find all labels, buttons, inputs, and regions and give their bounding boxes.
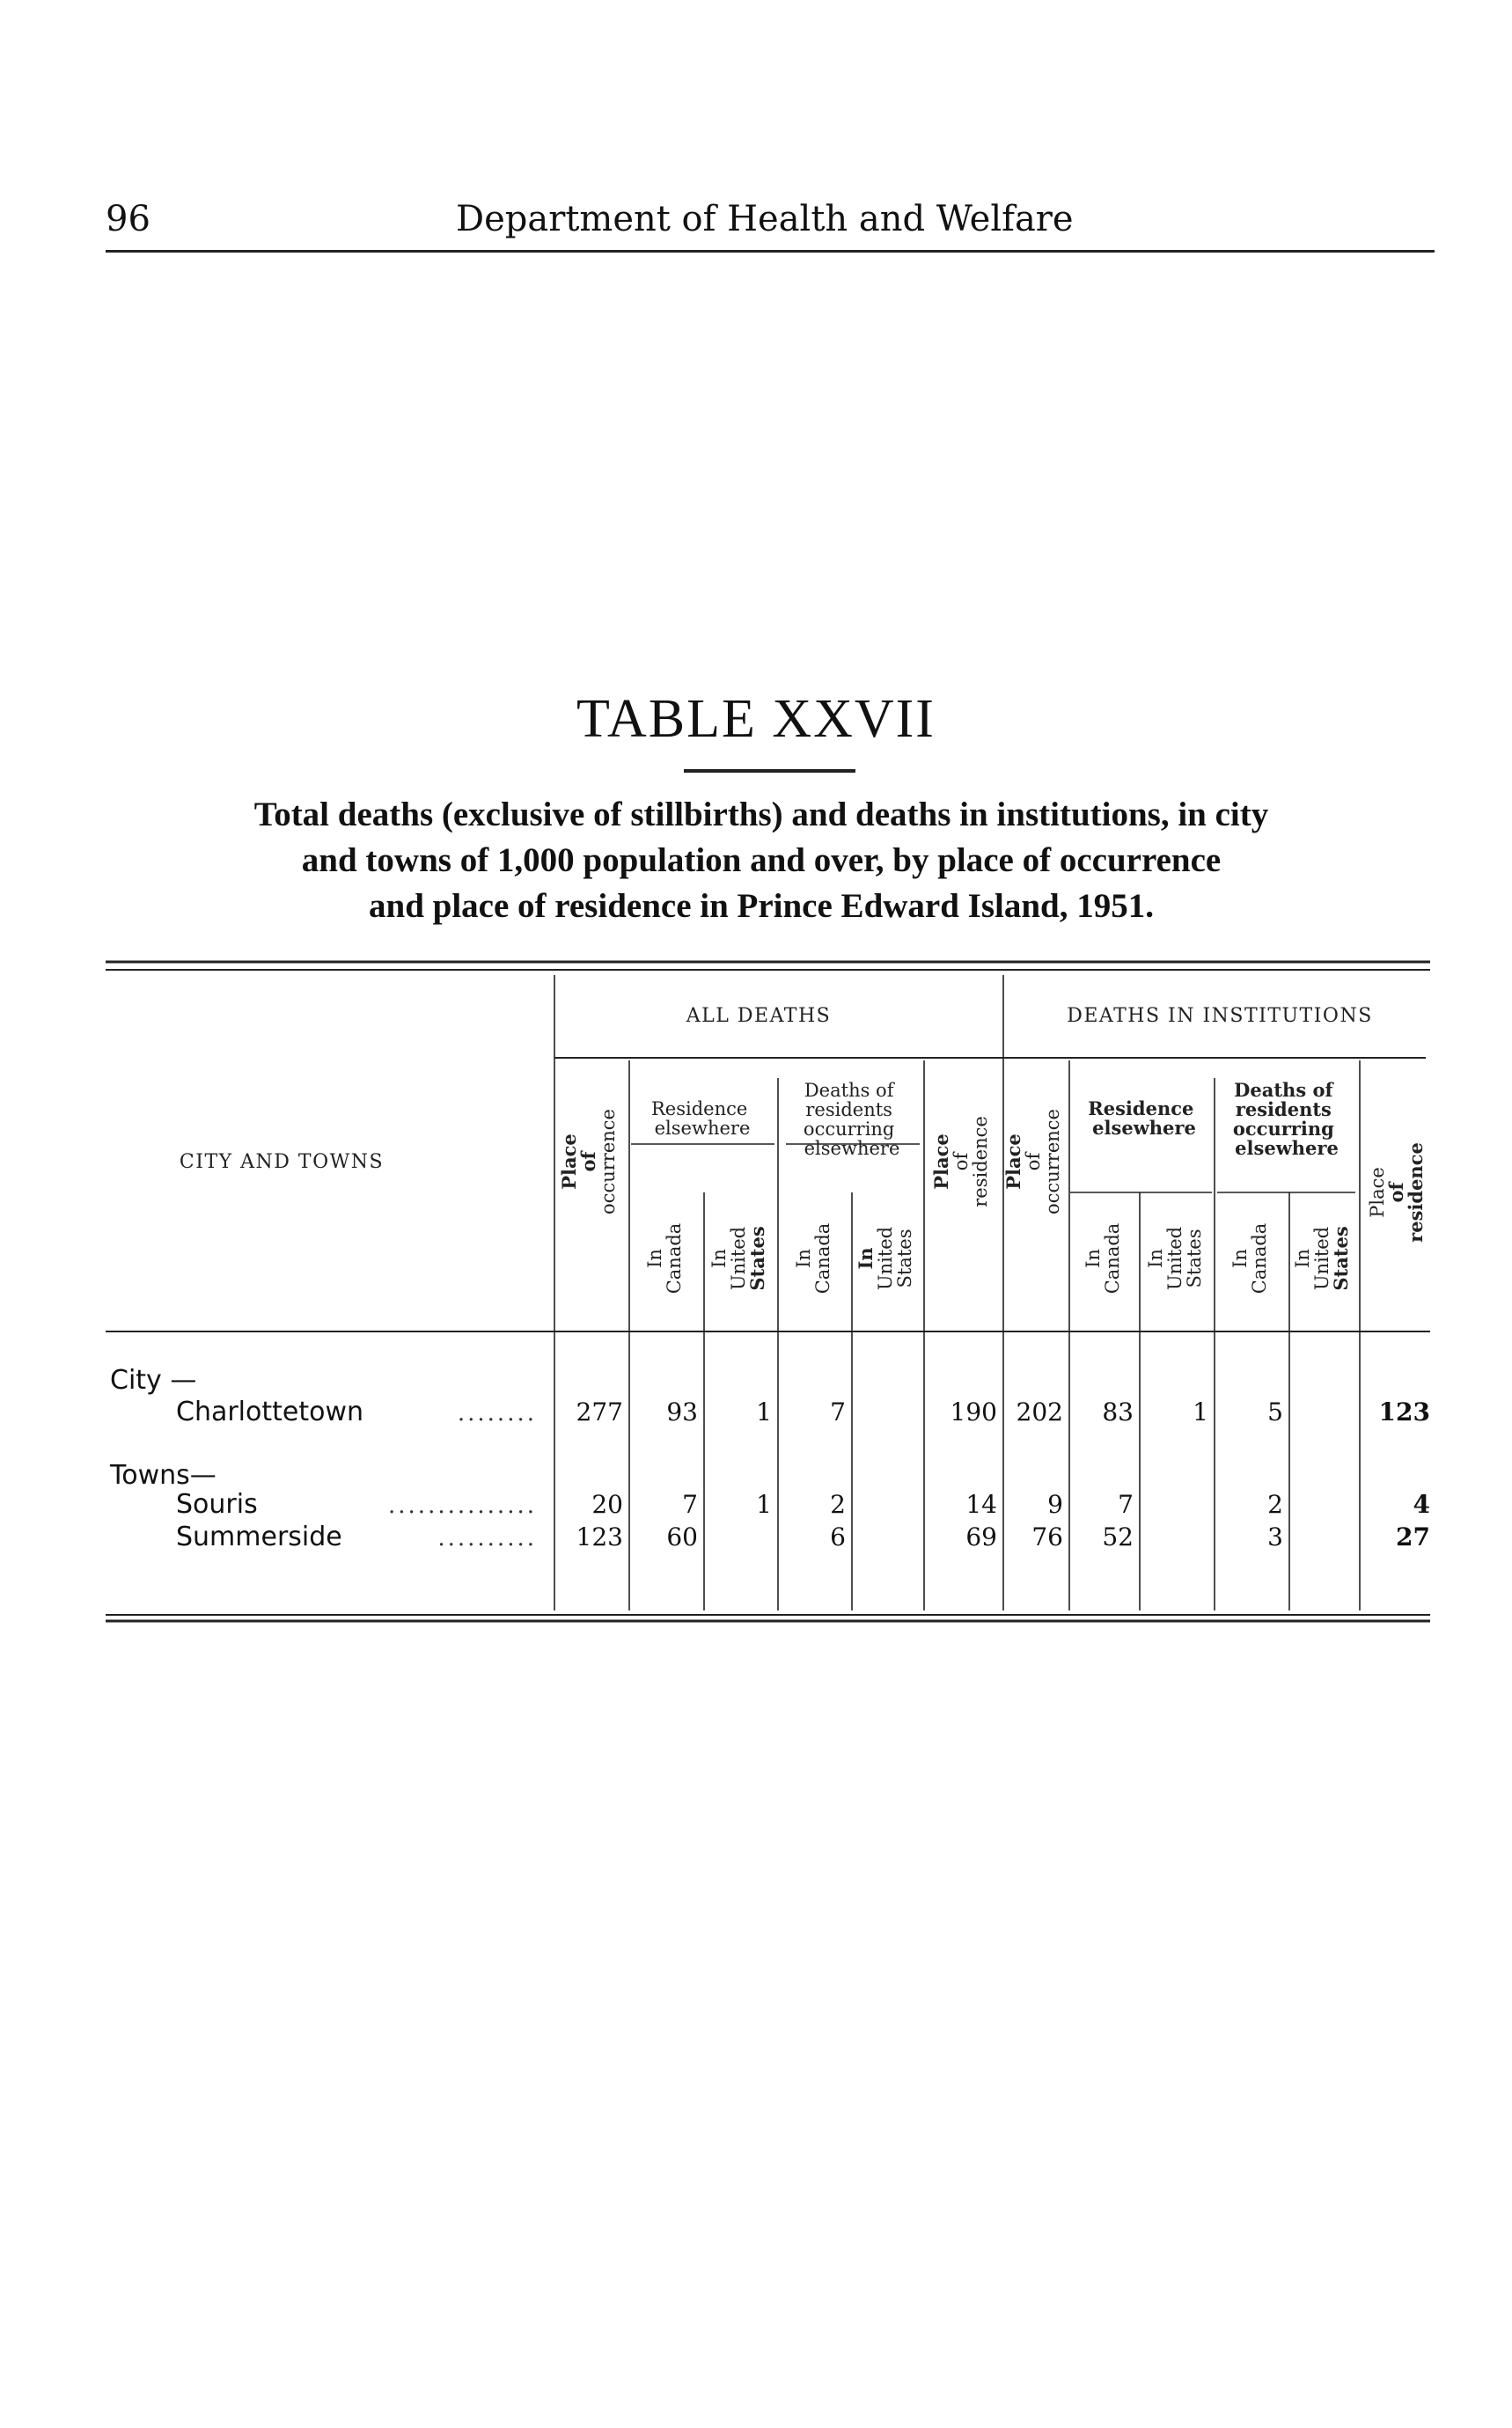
svg-text:residence: residence bbox=[1405, 1142, 1427, 1243]
svg-text:States: States bbox=[746, 1226, 768, 1291]
leader-dots: ........ bbox=[457, 1400, 537, 1427]
col-header-in-canada bbox=[793, 1223, 833, 1295]
col-header-place-of-occurrence bbox=[1002, 1109, 1063, 1214]
col-header-in-united-states bbox=[855, 1227, 915, 1290]
cell: 52 bbox=[1102, 1522, 1134, 1551]
col-header-in-united-states bbox=[708, 1226, 768, 1290]
col-header-place-of-occurrence bbox=[558, 1109, 619, 1214]
svg-text:In: In bbox=[1292, 1249, 1313, 1268]
caption-line: Total deaths (exclusive of stillbirths) and deaths in institutions, in city bbox=[253, 796, 1269, 833]
cell: 277 bbox=[576, 1397, 623, 1427]
svg-text:Place: Place bbox=[930, 1133, 952, 1190]
cell: 1 bbox=[756, 1490, 772, 1519]
cell: 7 bbox=[830, 1397, 846, 1427]
cell: 6 bbox=[830, 1522, 846, 1551]
svg-text:Canada: Canada bbox=[664, 1222, 685, 1295]
svg-text:of: of bbox=[951, 1152, 972, 1171]
svg-text:Canada: Canada bbox=[1102, 1222, 1123, 1295]
cell: 69 bbox=[965, 1522, 997, 1551]
cell: 14 bbox=[965, 1490, 997, 1519]
col-header-in-canada bbox=[1083, 1223, 1123, 1295]
svg-text:United: United bbox=[728, 1226, 749, 1291]
residence-elsewhere-header: Residence elsewhere bbox=[650, 1098, 751, 1139]
col-header-in-canada bbox=[1229, 1223, 1270, 1295]
cell: 7 bbox=[1118, 1490, 1134, 1519]
svg-text:of: of bbox=[577, 1151, 599, 1172]
cell: 93 bbox=[666, 1397, 698, 1427]
col-header-in-united-states bbox=[1292, 1226, 1352, 1290]
svg-text:of: of bbox=[1023, 1152, 1044, 1171]
svg-text:United: United bbox=[875, 1226, 896, 1291]
cell: 123 bbox=[576, 1522, 623, 1551]
group-header-all-deaths: ALL DEATHS bbox=[686, 1005, 832, 1027]
cell: 83 bbox=[1102, 1397, 1134, 1427]
cell: 76 bbox=[1031, 1522, 1063, 1551]
svg-text:Place: Place bbox=[558, 1133, 580, 1190]
cell: 7 bbox=[682, 1490, 698, 1519]
deaths-of-residents-header: Deaths of residents occurring elsewhere bbox=[1232, 1079, 1339, 1159]
svg-text:States: States bbox=[1330, 1226, 1352, 1291]
cell: 5 bbox=[1267, 1397, 1283, 1427]
svg-text:Place: Place bbox=[1367, 1167, 1388, 1218]
col-header-place-of-residence bbox=[930, 1116, 991, 1207]
page-number: 96 bbox=[106, 199, 150, 239]
stub-header: CITY AND TOWNS bbox=[179, 1151, 385, 1173]
cell: 1 bbox=[1193, 1397, 1208, 1427]
svg-text:Canada: Canada bbox=[812, 1222, 833, 1295]
row-group-towns: Towns— bbox=[110, 1460, 217, 1491]
row-label: Charlottetown bbox=[176, 1397, 364, 1427]
cell: 123 bbox=[1378, 1397, 1430, 1427]
cell: 2 bbox=[830, 1490, 846, 1519]
svg-text:residence: residence bbox=[970, 1116, 991, 1207]
col-header-place-of-residence bbox=[1367, 1142, 1427, 1243]
col-header-in-united-states bbox=[1145, 1227, 1205, 1290]
row-group-city: City — bbox=[110, 1365, 197, 1396]
table-title: TABLE XXVII bbox=[576, 689, 936, 749]
svg-text:Place: Place bbox=[1002, 1133, 1024, 1190]
cell: 3 bbox=[1267, 1522, 1283, 1551]
svg-text:United: United bbox=[1164, 1226, 1185, 1291]
group-header-institutions: DEATHS IN INSTITUTIONS bbox=[1067, 1005, 1373, 1027]
svg-text:of: of bbox=[1385, 1182, 1407, 1203]
cell: 9 bbox=[1047, 1490, 1063, 1519]
leader-dots: .......... bbox=[437, 1525, 537, 1551]
row-label: Summerside bbox=[176, 1522, 342, 1552]
col-header-in-canada bbox=[644, 1223, 685, 1295]
svg-text:In: In bbox=[1145, 1249, 1166, 1268]
svg-text:In: In bbox=[708, 1249, 730, 1268]
svg-text:In: In bbox=[644, 1249, 665, 1268]
cell: 190 bbox=[950, 1397, 997, 1427]
running-title: Department of Health and Welfare bbox=[456, 199, 1074, 239]
cell: 2 bbox=[1267, 1490, 1283, 1519]
leader-dots: ............... bbox=[388, 1493, 537, 1519]
table-row bbox=[591, 1490, 1430, 1519]
svg-text:Canada: Canada bbox=[1249, 1222, 1270, 1295]
cell: 20 bbox=[591, 1490, 623, 1519]
cell: 27 bbox=[1396, 1522, 1430, 1551]
cell: 60 bbox=[666, 1522, 698, 1551]
svg-text:occurrence: occurrence bbox=[598, 1109, 619, 1214]
svg-text:States: States bbox=[894, 1229, 915, 1288]
deaths-of-residents-header: Deaths of residents occurring elsewhere bbox=[803, 1080, 900, 1159]
residence-elsewhere-header: Residence elsewhere bbox=[1088, 1097, 1196, 1139]
row-label: Souris bbox=[176, 1489, 258, 1520]
svg-text:States: States bbox=[1184, 1229, 1205, 1288]
svg-text:occurrence: occurrence bbox=[1042, 1109, 1063, 1214]
svg-text:In: In bbox=[793, 1249, 814, 1268]
cell: 202 bbox=[1016, 1397, 1063, 1427]
caption-line: and place of residence in Prince Edward Island, 1951. bbox=[369, 887, 1154, 925]
svg-text:In: In bbox=[1083, 1249, 1104, 1268]
cell: 4 bbox=[1413, 1490, 1430, 1519]
caption-line: and towns of 1,000 population and over, by place of occurrence bbox=[301, 841, 1222, 879]
svg-text:In: In bbox=[1229, 1249, 1251, 1268]
cell: 1 bbox=[756, 1397, 772, 1427]
svg-text:In: In bbox=[855, 1247, 877, 1270]
svg-text:United: United bbox=[1311, 1226, 1332, 1291]
